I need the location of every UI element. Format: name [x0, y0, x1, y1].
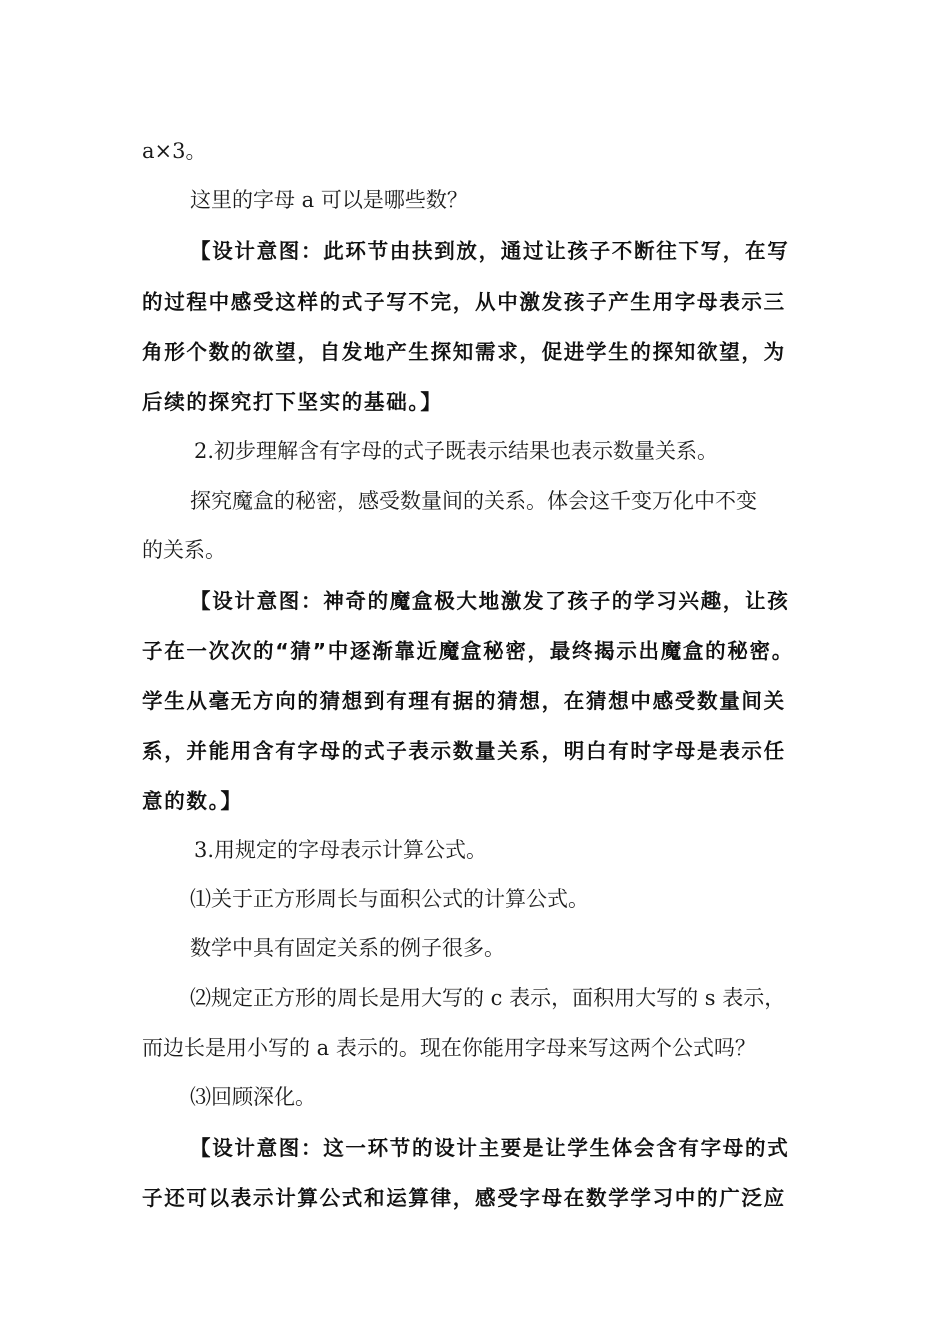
- text-line-question: 这里的字母 a 可以是哪些数？: [190, 188, 468, 212]
- paragraph-line: 数学中具有固定关系的例子很多。: [190, 936, 505, 960]
- design-intent-line: 子在一次次的“猜”中逐渐靠近魔盒秘密，最终揭示出魔盒的秘密。: [142, 639, 794, 663]
- paragraph-line: ⑴关于正方形周长与面积公式的计算公式。: [190, 887, 589, 911]
- design-intent-line: 学生从毫无方向的猜想到有理有据的猜想，在猜想中感受数量间关: [142, 689, 786, 713]
- design-intent-line: 系，并能用含有字母的式子表示数量关系，明白有时字母是表示任: [142, 739, 786, 763]
- text-line-expression: a×3。: [142, 139, 207, 163]
- design-intent-line: 意的数。】: [142, 789, 243, 813]
- design-intent-line: 的过程中感受这样的式子写不完，从中激发孩子产生用字母表示三: [142, 290, 786, 314]
- design-intent-line: 【设计意图：神奇的魔盒极大地激发了孩子的学习兴趣，让孩: [190, 589, 790, 613]
- paragraph-line: 的关系。: [142, 538, 226, 562]
- paragraph-line: ⑵规定正方形的周长是用大写的 c 表示，面积用大写的 s 表示，: [190, 986, 786, 1010]
- section-heading: 2.初步理解含有字母的式子既表示结果也表示数量关系。: [194, 439, 719, 463]
- design-intent-line: 角形个数的欲望，自发地产生探知需求，促进学生的探知欲望，为: [142, 340, 786, 364]
- design-intent-line: 后续的探究打下坚实的基础。】: [142, 390, 443, 414]
- paragraph-line: 探究魔盒的秘密，感受数量间的关系。体会这千变万化中不变: [190, 489, 757, 513]
- design-intent-line: 【设计意图：此环节由扶到放，通过让孩子不断往下写，在写: [190, 239, 790, 263]
- design-intent-line: 【设计意图：这一环节的设计主要是让学生体会含有字母的式: [190, 1136, 790, 1160]
- paragraph-line: ⑶回顾深化。: [190, 1085, 316, 1109]
- paragraph-line: 而边长是用小写的 a 表示的。现在你能用字母来写这两个公式吗？: [142, 1036, 756, 1060]
- design-intent-line: 子还可以表示计算公式和运算律，感受字母在数学学习中的广泛应: [142, 1186, 786, 1210]
- section-heading: 3.用规定的字母表示计算公式。: [194, 838, 488, 862]
